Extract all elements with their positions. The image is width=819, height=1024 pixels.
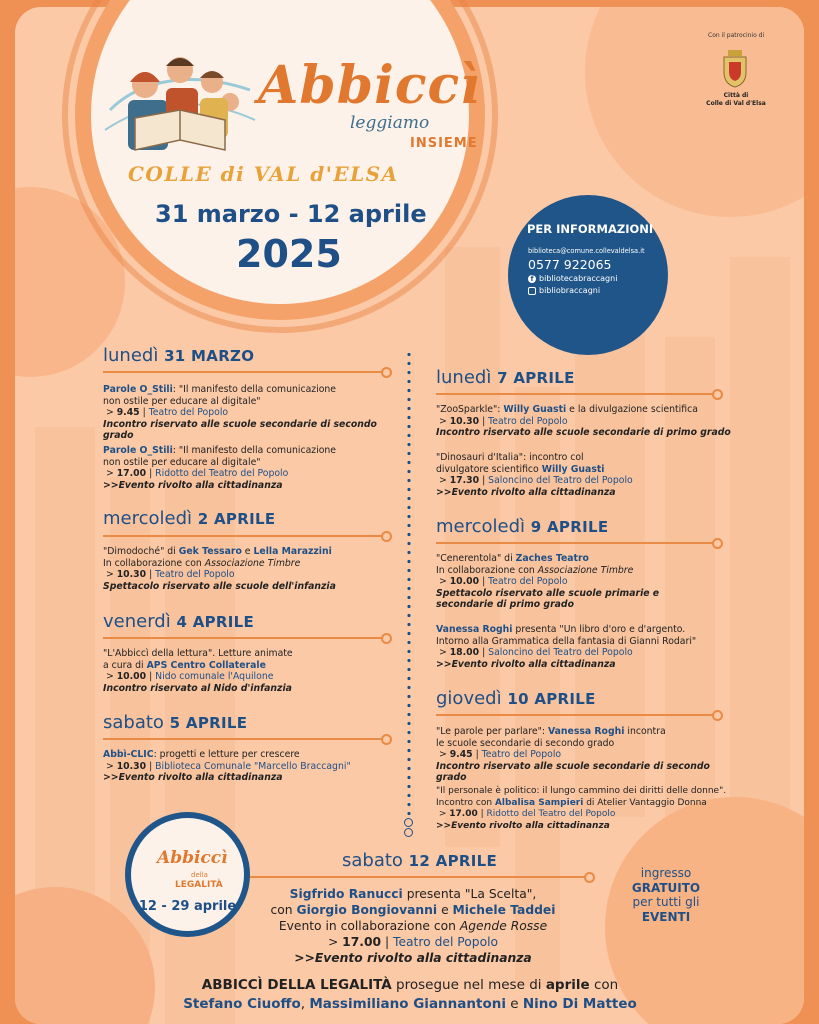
patronage-label: Con il patrocinio di	[708, 32, 765, 39]
legalita-badge	[131, 818, 244, 931]
day-heading: lunedì 31 MARZO	[103, 345, 255, 366]
instagram-handle: bibliobraccagni	[539, 286, 601, 295]
event-3: "Dimodoché" di Gek Tessaro e Lella Marazzini In collaborazione con Associazione Timbre > 10.30 | Teatro del Popolo Spettacolo riservato alle scuole dell'infanzia	[103, 546, 336, 592]
day-underline	[103, 535, 383, 537]
city-coat-of-arms-icon	[720, 48, 750, 88]
legalita-logo: Abbiccì	[157, 848, 228, 868]
town-name: COLLE di VAL d'ELSA	[128, 162, 399, 186]
event-6: "ZooSparkle": Willy Guasti e la divulgazione scientifica > 10.30 | Teatro del Popolo Incontro riservato alle scuole secondarie di primo grado	[436, 404, 731, 439]
event-8: "Cenerentola" di Zaches Teatro In collaborazione con Associazione Timbre > 10.00 | Teatro del Popolo Spettacolo riservato alle scuole primarie e secondarie di primo grado	[436, 553, 660, 611]
instagram-icon	[528, 287, 536, 295]
facebook-handle: bibliotecabraccagni	[539, 274, 618, 283]
reading-family-illustration	[100, 40, 260, 160]
day-dot	[584, 872, 595, 883]
logo-title: Abbiccì	[258, 55, 481, 116]
event-5: Abbì-CLIC: progetti e letture per crescere > 10.30 | Biblioteca Comunale "Marcello Braccagni" >>Evento rivolto alla cittadinanza	[103, 749, 351, 784]
year: 2025	[236, 232, 342, 276]
logo-tagline-1: leggiamo	[350, 113, 430, 133]
event-4: "L'Abbiccì della lettura". Letture animate a cura di APS Centro Collaterale > 10.00 | Nido comunale l'Aquilone Incontro riservato al Nido d'infanzia	[103, 648, 293, 694]
bg-book	[165, 447, 235, 1024]
day-heading: giovedì 10 APRILE	[436, 688, 596, 709]
bg-book	[730, 257, 790, 857]
logo-tagline-2: INSIEME	[410, 136, 478, 151]
event-11: "Il personale è politico: il lungo cammino dei diritti delle donne". Incontro con Albalisa Sampieri di Atelier Vantaggio Donna > 17.00 | Ridotto del Teatro del Popolo >>Evento rivolto alla cittadinanza	[436, 786, 727, 831]
info-phone[interactable]: 0577 922065	[528, 257, 612, 272]
info-facebook[interactable]	[528, 274, 617, 283]
info-circle	[508, 195, 668, 355]
day-heading: sabato 12 APRILE	[342, 850, 498, 871]
timeline-ring	[404, 818, 413, 827]
event-7: "Dinosauri d'Italia": incontro col divulgatore scientifico Willy Guasti > 17.30 | Saloncino del Teatro del Popolo >>Evento rivolto alla cittadinanza	[436, 452, 633, 498]
day-underline	[103, 637, 383, 639]
deco-circle	[585, 7, 804, 217]
event-12: Sigfrido Ranucci presenta "La Scelta", con Giorgio Bongiovanni e Michele Taddei Evento in collaborazione con Agende Rosse > 17.00 | Teatro del Popolo >>Evento rivolto alla cittadinanza	[270, 887, 556, 965]
day-dot	[381, 367, 392, 378]
day-underline	[436, 714, 714, 716]
day-dot	[381, 734, 392, 745]
date-range: 31 marzo - 12 aprile	[155, 200, 427, 228]
day-dot	[712, 710, 723, 721]
legalita-sub-2: LEGALITÀ	[175, 880, 223, 890]
event-9: Vanessa Roghi presenta "Un libro d'oro e d'argento. Intorno alla Grammatica della fantasia di Gianni Rodari" > 18.00 | Saloncino del Teatro del Popolo >>Evento rivolto alla cittadinanza	[436, 624, 697, 670]
timeline-ring	[404, 828, 413, 837]
day-heading: mercoledì 2 APRILE	[103, 508, 276, 529]
free-entry: ingresso GRATUITO per tutti gli EVENTI	[631, 866, 701, 924]
day-dot	[712, 389, 723, 400]
day-heading: lunedì 7 APRILE	[436, 367, 575, 388]
patronage-city-1: Città di	[723, 92, 749, 99]
info-instagram[interactable]	[528, 286, 600, 295]
day-underline	[238, 876, 586, 878]
event-1: Parole O_Stili: "Il manifesto della comunicazione non ostile per educare al digitale" > 9.45 | Teatro del Popolo Incontro riservato alle scuole secondarie di secondo grado	[103, 384, 377, 442]
event-10: "Le parole per parlare": Vanessa Roghi incontra le scuole secondarie di secondo grado > 9.45 | Teatro del Popolo Incontro riservato alle scuole secondarie di secondo grado	[436, 726, 710, 784]
day-heading: mercoledì 9 APRILE	[436, 516, 609, 537]
legalita-dates: 12 - 29 aprile	[138, 899, 237, 914]
day-heading: venerdì 4 APRILE	[103, 611, 255, 632]
day-heading: sabato 5 APRILE	[103, 712, 248, 733]
info-email[interactable]: biblioteca@comune.collevaldelsa.it	[528, 247, 645, 255]
day-underline	[436, 542, 714, 544]
event-2: Parole O_Stili: "Il manifesto della comunicazione non ostile per educare al digitale" > 17.00 | Ridotto del Teatro del Popolo >>Evento rivolto alla cittadinanza	[103, 445, 337, 491]
day-underline	[103, 371, 383, 373]
footer-text: ABBICCÌ DELLA LEGALITÀ prosegue nel mese di aprile con Stefano Ciuoffo, Massimiliano Giannantoni e Nino Di Matteo	[183, 977, 637, 1012]
timeline	[407, 350, 411, 830]
day-dot	[381, 633, 392, 644]
day-underline	[436, 393, 714, 395]
facebook-icon: f	[528, 275, 536, 283]
patronage-city-2: Colle di Val d'Elsa	[706, 100, 766, 107]
legalita-sub-1: della	[191, 871, 208, 879]
day-dot	[712, 538, 723, 549]
day-underline	[103, 738, 383, 740]
day-dot	[381, 531, 392, 542]
info-title: PER INFORMAZIONI	[527, 222, 654, 236]
